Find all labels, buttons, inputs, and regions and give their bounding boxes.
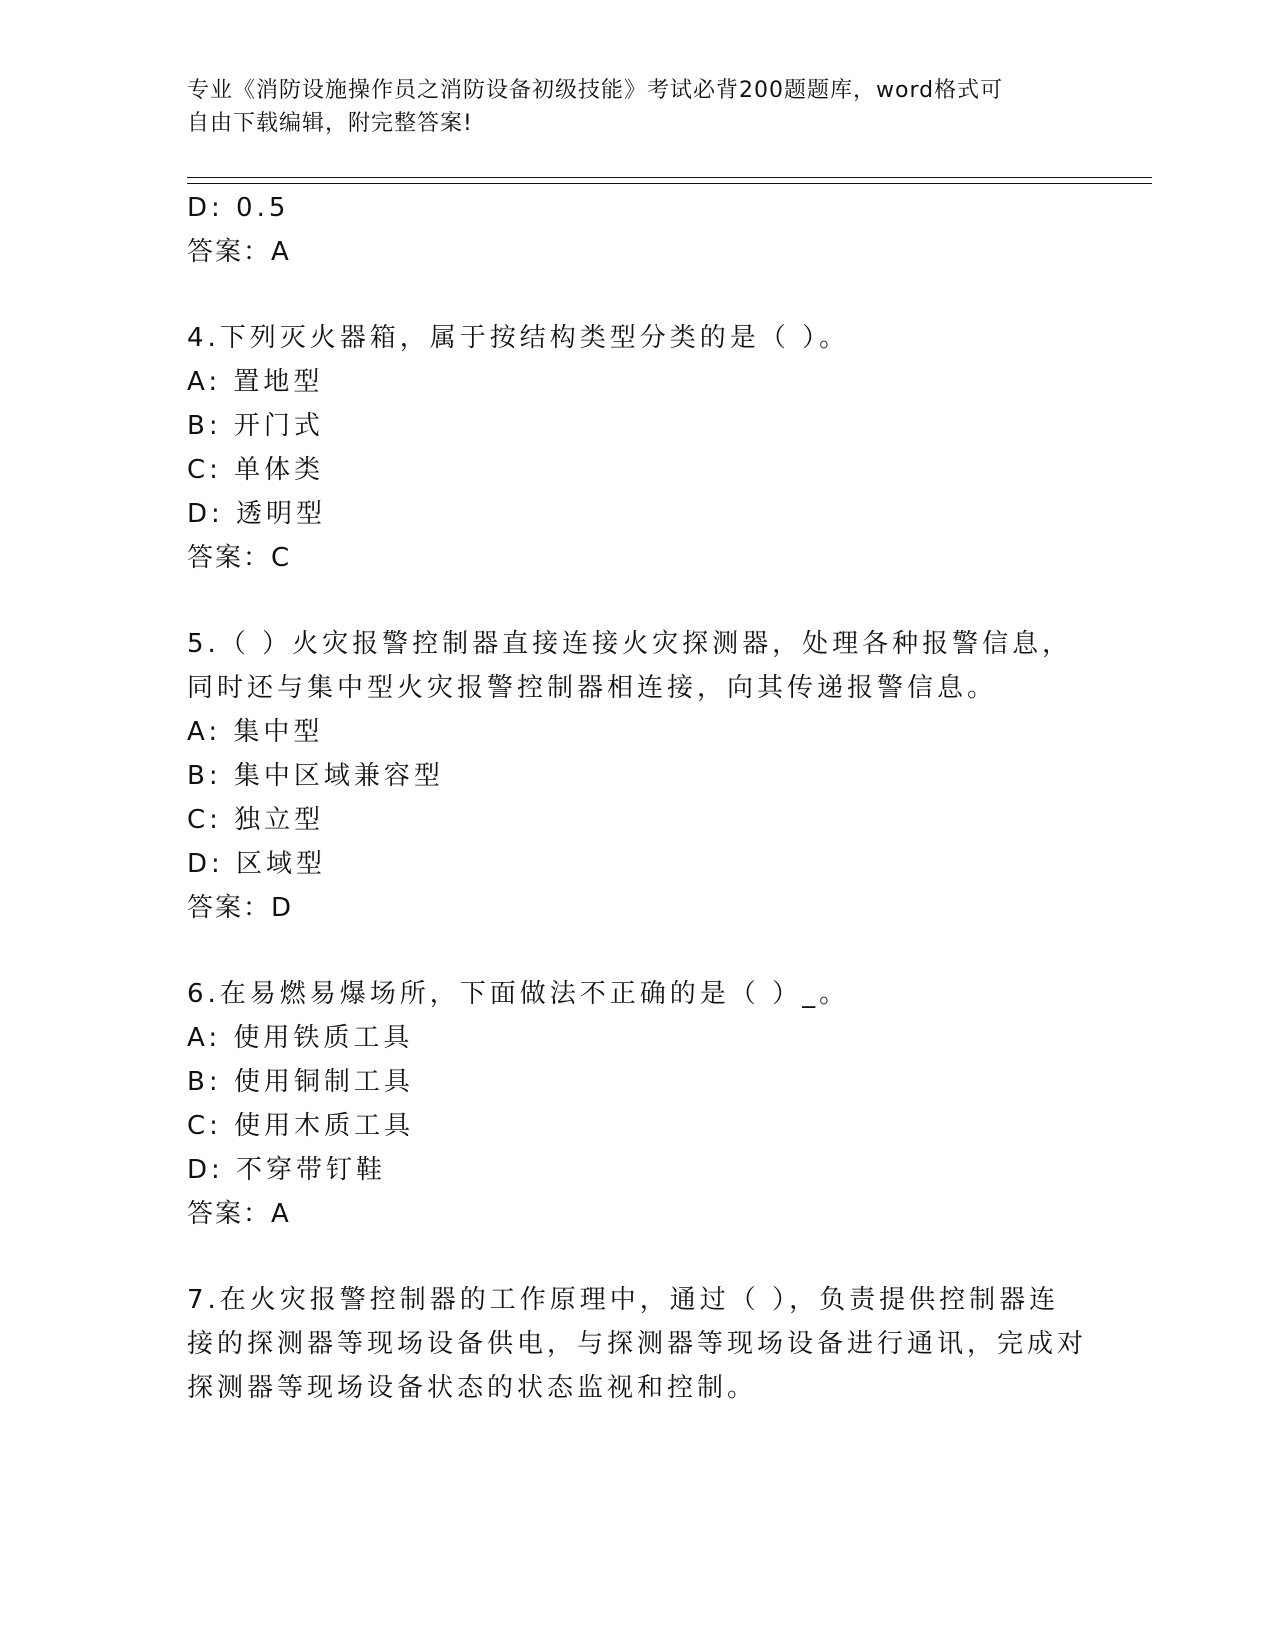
q6-option-a: A: 使用铁质工具	[187, 1023, 414, 1053]
q5-stem-line-2: 同时还与集中型火灾报警控制器相连接，向其传递报警信息。	[187, 673, 998, 703]
header-divider-bottom	[187, 183, 1152, 184]
q6-option-c: C: 使用木质工具	[187, 1111, 415, 1141]
q4-option-d: D: 透明型	[187, 499, 327, 529]
q7-stem-line-3: 探测器等现场设备状态的状态监视和控制。	[187, 1373, 758, 1403]
q4-option-b: B: 开门式	[187, 411, 324, 441]
q6-answer: 答案：A	[187, 1199, 291, 1229]
document-header	[187, 74, 1067, 140]
q4-answer: 答案：C	[187, 543, 292, 573]
q5-answer: 答案：D	[187, 893, 294, 923]
q7-stem-line-1: 7.在火灾报警控制器的工作原理中，通过（ ），负责提供控制器连	[187, 1285, 1060, 1315]
q6-option-d: D: 不穿带钉鞋	[187, 1155, 387, 1185]
header-title-line-1: 专业《消防设施操作员之消防设备初级技能》考试必背200题题库，word格式可	[187, 78, 1004, 103]
q6-option-b: B: 使用铜制工具	[187, 1067, 414, 1097]
header-divider-top	[187, 177, 1152, 178]
q6-stem: 6.在易燃易爆场所，下面做法不正确的是（ ）_。	[187, 979, 850, 1009]
q5-option-a: A: 集中型	[187, 717, 324, 747]
q5-option-b: B: 集中区域兼容型	[187, 761, 444, 791]
prev-option-d: D: 0.5	[187, 193, 290, 223]
q5-stem-line-1: 5.（ ）火灾报警控制器直接连接火灾探测器，处理各种报警信息，	[187, 629, 1073, 659]
q7-stem-line-2: 接的探测器等现场设备供电，与探测器等现场设备进行通讯，完成对	[187, 1329, 1088, 1359]
prev-answer: 答案：A	[187, 237, 291, 267]
q5-option-c: C: 独立型	[187, 805, 325, 835]
header-title-line-2: 自由下载编辑，附完整答案!	[187, 111, 473, 136]
q4-option-a: A: 置地型	[187, 367, 324, 397]
q4-option-c: C: 单体类	[187, 455, 325, 485]
q5-option-d: D: 区域型	[187, 849, 327, 879]
q4-stem: 4.下列灭火器箱，属于按结构类型分类的是（ ）。	[187, 323, 850, 353]
